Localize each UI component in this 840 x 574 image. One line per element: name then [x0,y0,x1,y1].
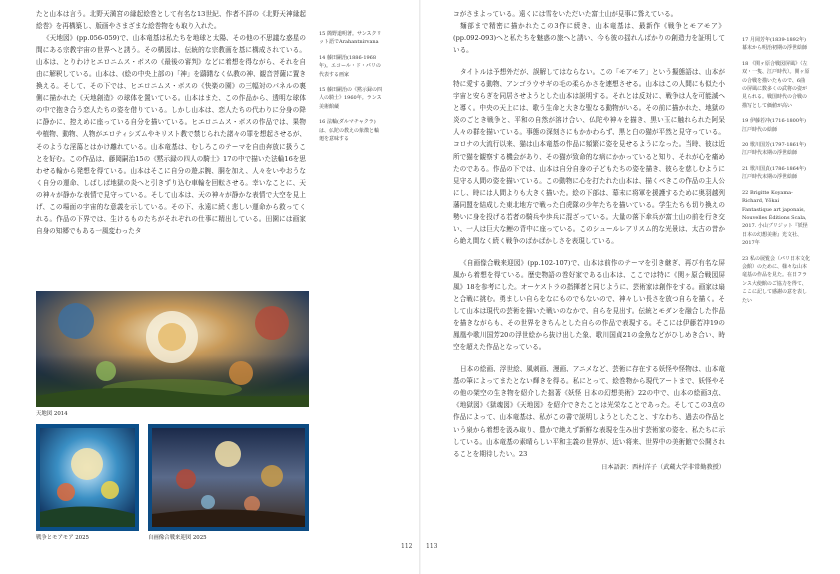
note-23: 23 私の展覧会（パリ日本文化会館）のために、様々な山本竜基の作品を見た。在日フランス大使館のご協力を得て、ここに記して感謝の意を表したい [742,255,810,304]
painting-war-and-moamoa [36,424,139,531]
paragraph-gap [453,247,725,257]
note-20: 20 歌川国芳(1797-1861年)江戸時代末期の浮世絵師 [742,142,806,157]
right-paragraph-2: 麺部まで精密に描かれたこの3作に続き、山本竜基は、最新作《戦争とモアモア》(pp.092-093)へと私たちを魅惑の旅へと誘い、今も彼の揺れんばかりの創造力を証明している。 [453,22,725,55]
note-17: 17 月岡芳年(1839-1892年)幕末から明治初期の浮世絵師 [742,37,808,52]
translator-credit: 日本語訳：西村洋子（武蔵大学非常勤教授） [601,463,725,471]
note-16: 16 法輪(ダルマチャクラ)は、仏陀の教えの象徴と輪廻を意味する [319,119,380,143]
caption-war-and-moamoa: 戦争とモアモア 2025 [36,535,89,541]
left-paragraph-1: たと山本は言う。北野天満宮の縁起絵巻として有名な13世紀、作者不詳の《北野天神縁起絵巻》を再構築し、版画やさまざまな絵巻物をも取り入れた。 [36,10,306,31]
right-page-body [453,8,725,474]
page-gutter [419,0,421,574]
right-paragraph-4: 《自画像合戦来迎図》(pp.102-107)で、山本は前作のテーマを引き継ぎ、再び有名な屏風から着想を得ている。歴史物語の巻好家である山本は、ここでは特に《関ヶ原合戦図屏風》18を参考にした。オーケストラの指揮者と同じように、芸術家は創作をする。画家は扇と合戦に挑む。勇ましい自らをなにものでもないので、神々しい長さを放つ自らを描く。そして山本は現代の芸術を描いた戦いのなかで、自らを見出す。伝統とモダンを融合した作品を描きながらも、その世界をきちんとした自らの作品で表現する。そこには伊藤若冲19の鳳凰や歌川国芳20の浮世絵から抜け出した象、歌川国貞21の金魚などがひしめき合い、時空を超えた作品となっている。 [453,258,725,352]
note-18: 18 《関ヶ原合戦図屏風》（左双・一隻、江戸時代）。関ヶ原の合戦を描いたもので、6曲の屏風に数多くの武将の姿が見られる。戦国時代の合戦の描写として価値が高い [742,60,810,109]
right-margin-notes [742,36,810,312]
painting-tenchizu [36,291,309,407]
right-paragraph-5: 日本の絵画、浮世絵、風刺画、漫画、アニメなど、芸術に存在する妖怪や怪物は、山本竜基の筆によってまたとない輝きを得る。私にとって、絵巻物から現代アートまで、妖怪やその他の架空の生き物を紹介した拙著《妖怪 日本の幻想美術》22の中で、山本の絵画3点、《地獄図》《獄魂図》《天地図》を紹介できたことは光栄なことであった。そしてこの3点の作品によって、山本竜基は、私がこの書で説明しようとしたこと、すなわち、過去の作品という泉から着想を汲み取り、豊かで絶えず新鮮な表現を生み出す芸術家の姿を、私たちに示している。山本竜基の素晴らしい平和主義の世界が、近い将来、世界中の美術館で公開されることを期待したい。23 [453,365,725,458]
left-margin-notes [319,30,383,150]
note-13: 15 簡野道明著。サンスクリット語でArahantnirvana [319,31,382,46]
note-15: 15 藤田嗣治の《黙示録の四人の騎士》1960年。ランス美術館蔵 [319,87,382,110]
note-19: 19 伊藤若冲(1716-1800年)江戸時代の絵師 [742,118,806,133]
right-page-number: 113 [426,543,438,550]
note-14: 14 藤田嗣治(1886-1968年)。エコール・ド・パリの代表する画家 [319,54,381,78]
paragraph-gap [453,353,725,363]
caption-tenchizu: 天地図 2014 [36,411,68,417]
caption-jigazo-kassen-raigozu: 自画像合戦来迎図 2025 [148,535,207,541]
left-page-body [36,8,306,237]
painting-jigazo-kassen-raigozu [148,424,309,531]
right-paragraph-3: タイトルは予想外だが、誤解してはならない。この「モアモア」という擬態語は、山本が特に愛する動物、アンゴラウサギの毛の柔らかさを連想させる。山本はこの人間にも似た小宇宙と安らぎを同居させようとした山本は説明する。それとは反対に、戦争は人を可能滅へと導く。中央の天上には、歌う生命と大きな聖なる動物がいる。その前に描かれた、地獄の炎のごとき戦争と、平和の自然が溶け合い、仏陀や神々を描き、黒い玉に触れられた阿呆人々の群を描いている。事態の深刻さにもかかわらず、黒と白の猫が平然と見守っている。コロナの大流行以来、猫は山本竜基の作品に頻繁に姿を見せるようになった。当時、彼は近所で猫を観察する機会があり、その猫が致命的な病にかかっていると知り、それが心を痛めたのである。作品の下では、山本は自分自身の子どもたちの姿を描き、彼らを慈しむように見守る人間の姿を描いている。この動物に心を打たれた山本は、描くべきこの作品の主人公にし、時には人間よりも大きく描いた。絵の下部は、幕末に将軍を援護するために奥羽越列藩同盟を結成した東北地方で戦った白虎隊の少年たちを描いている。学生たちも切り換えの勢いに身を投げる若者の騎兵や歩兵に混ざっている。大量の落下傘兵が富士山の前を行き交い、一人は巨大な鯉の背中に座っている。このシュールレアリスム的な光景は、太古の昔から絶え間なく続く戦争のばかばかしさを表現している。 [453,68,725,245]
left-page-number: 112 [401,543,413,550]
note-22: 22 Brigitte Koyama-Richard, Yōkai Fantastique art japonais, Nouvelles Éditions Scala, 2017. 小山ブリジット『妖怪 日本の幻想美術』光文社、2017年 [742,189,808,247]
right-paragraph-1: コがさまよっている。遠くには雪をいただいた富士山が見事に聳えている。 [453,10,678,18]
left-paragraph-2: 《天地図》(pp.056-059)で、山本竜基は私たちを地球と太陽、その他の不思議な惑星の間にある宗教宇宙の世界へと誘う。その構図は、伝統的な宗教画を基に構成されている。山本は、とりわけヒエロニムス・ボスの《最後の審判》などに着想を得ながら、それを自由に解釈している。山本は、(絵の中央上部の)「神」を躊躇なく仏教の神、観音菩薩に置き換える。そして、その下では、ヒエロニムス・ボスの《快楽の園》の三幅対のパネルの裏側に描かれた《天地創造》の球体を置いている。山本はまた、この作品から、透明な球体の中で抱き合う恋人たちの姿を借りている。しかし山本は、恋人たちの代わりに分身の降に静かに、控えめに座っている自分を描いている。ヒエロニムス・ボスの作品では、果物や植物、動物、人物がエロティシズムやキリスト教で禁じられた諸々の罪を想起させるが、そのような淫蕩とはかけ離れている。山本竜基は、むしろこのテーマを自由奔放に扱うことを好む。この作品は、藤岡嗣治15の《黙示録の四人の騎士》17の中で描いた法輪16を思わせる輪から発想を得ている。山本はそこに自分の遊ぶ腕、胴を加え、人々をいやおうなく自分の運命、しばしば地獄の炎へと引きずり込む車輪を回転させる。幸いなことに、天の神々が静かな表情で見守っている。そして山本は、天の神々が静かな表情で大空を見上げ、この場面の宇宙的な意義を示している。その下、永遠に続く悲しい運命から救ってくれる。作品の下界では、生けるものたちがそれぞれの仕事に精出している。田園には画家自身の知郷でもある一風変わったタ [36,34,306,235]
paragraph-gap [453,56,725,66]
note-21: 21 歌川国貞(1786-1864年)江戸時代末期の浮世絵師 [742,165,806,181]
